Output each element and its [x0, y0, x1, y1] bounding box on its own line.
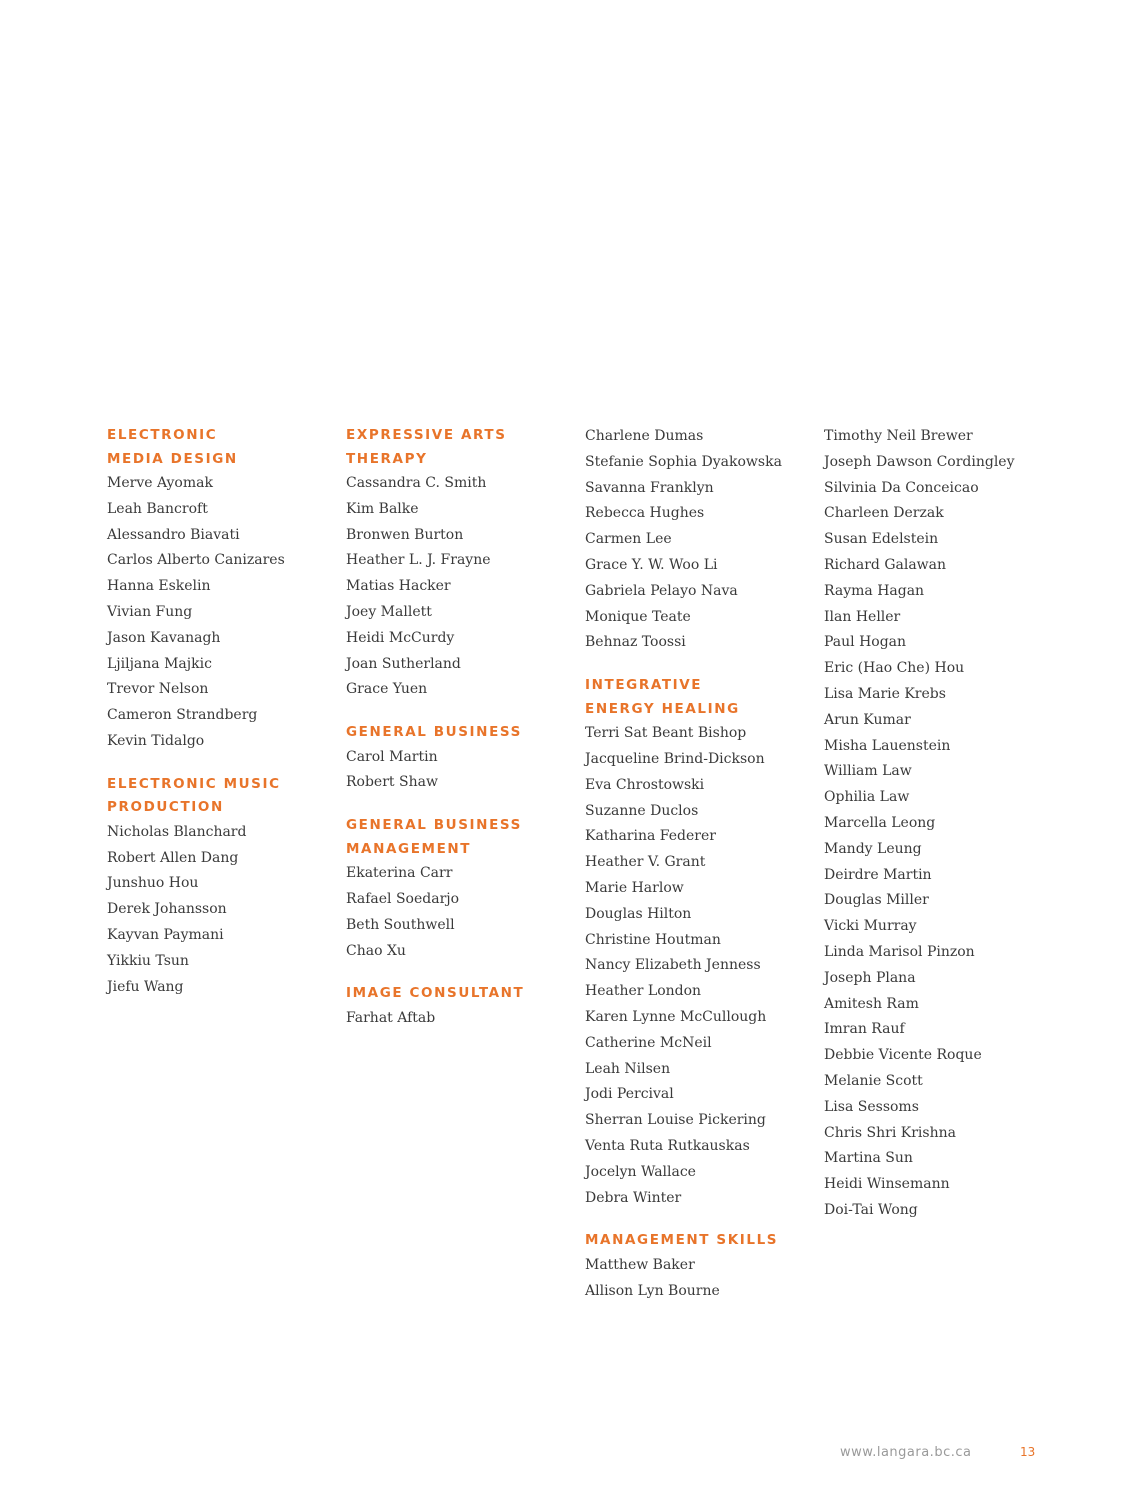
graduate-name: Grace Yuen — [346, 681, 428, 698]
graduate-name: Lisa Marie Krebs — [824, 685, 946, 702]
graduate-name: Imran Rauf — [824, 1021, 905, 1038]
graduate-name: Leah Bancroft — [107, 500, 208, 517]
graduate-name: Christine Houtman — [585, 931, 721, 948]
program-heading-line: INTEGRATIVE — [585, 677, 703, 694]
program-heading-line: THERAPY — [346, 450, 428, 467]
program-section — [585, 674, 815, 1211]
graduate-name: Stefanie Sophia Dyakowska — [585, 453, 782, 470]
graduate-name: Cassandra C. Smith — [346, 475, 487, 491]
graduate-name: Eva Chrostowski — [585, 776, 705, 793]
graduate-name: Doi-Tai Wong — [824, 1201, 918, 1218]
program-section — [107, 773, 337, 1001]
graduate-name: Joey Mallett — [346, 603, 432, 620]
program-section — [346, 814, 576, 964]
graduate-name: Charlene Dumas — [585, 428, 704, 444]
graduate-name: Ekaterina Carr — [346, 865, 453, 882]
graduate-name: Carmen Lee — [585, 531, 672, 548]
graduate-name: Marcella Leong — [824, 814, 936, 831]
graduate-name: Vicki Murray — [824, 918, 917, 935]
program-section — [346, 721, 576, 796]
program-heading-line: GENERAL BUSINESS — [346, 724, 522, 741]
graduate-name: Catherine McNeil — [585, 1034, 712, 1051]
graduate-name: Beth Southwell — [346, 916, 455, 933]
program-heading — [107, 773, 337, 820]
graduate-name: Paul Hogan — [824, 634, 907, 651]
program-heading — [107, 424, 337, 471]
graduate-name: Sherran Louise Pickering — [585, 1112, 766, 1129]
program-section — [585, 1229, 815, 1304]
graduate-name: Venta Ruta Rutkauskas — [585, 1137, 750, 1154]
graduate-name: Eric (Hao Che) Hou — [824, 660, 965, 677]
graduate-list — [107, 471, 337, 755]
graduate-name: Lisa Sessoms — [824, 1098, 919, 1115]
graduate-name: Matias Hacker — [346, 578, 451, 595]
graduate-name: Jiefu Wang — [107, 978, 184, 995]
graduate-name: Chao Xu — [346, 942, 406, 959]
graduate-name: Derek Johansson — [107, 901, 227, 918]
graduate-name: Monique Teate — [585, 608, 691, 625]
graduate-list — [585, 721, 815, 1211]
graduate-name: Nancy Elizabeth Jenness — [585, 957, 761, 974]
program-heading-line: MANAGEMENT SKILLS — [585, 1232, 779, 1249]
graduate-name: Martina Sun — [824, 1150, 913, 1167]
graduate-name: Alessandro Biavati — [107, 526, 240, 543]
graduate-name: Rebecca Hughes — [585, 505, 705, 522]
graduate-name: Chris Shri Krishna — [824, 1124, 956, 1141]
graduate-list — [107, 820, 337, 1001]
footer-url: www.langara.bc.ca — [840, 1445, 972, 1460]
graduate-name: Nicholas Blanchard — [107, 823, 247, 840]
column-1 — [107, 424, 337, 1018]
graduate-name: Mandy Leung — [824, 840, 922, 857]
graduate-name: Heather V. Grant — [585, 854, 706, 871]
graduate-name: Savanna Franklyn — [585, 479, 714, 496]
graduate-name: Joseph Plana — [824, 969, 916, 986]
graduate-list — [585, 1253, 815, 1305]
column-3 — [585, 424, 815, 1322]
graduate-name: Terri Sat Beant Bishop — [585, 725, 747, 742]
graduate-name: Amitesh Ram — [824, 995, 919, 1012]
graduate-name: Richard Galawan — [824, 556, 947, 573]
graduate-name: Hanna Eskelin — [107, 578, 211, 595]
graduate-name: Timothy Neil Brewer — [824, 428, 973, 444]
program-section — [346, 424, 576, 703]
program-heading-line: MEDIA DESIGN — [107, 450, 238, 467]
graduate-name: Robert Allen Dang — [107, 849, 239, 866]
program-heading-line: MANAGEMENT — [346, 840, 472, 857]
graduate-name: Deirdre Martin — [824, 866, 932, 883]
program-heading — [346, 721, 576, 745]
graduate-name: Kevin Tidalgo — [107, 732, 205, 749]
graduate-name: Heather London — [585, 983, 702, 1000]
program-section — [824, 424, 1054, 1224]
graduate-name: Kayvan Paymani — [107, 926, 224, 943]
graduate-name: Ljiljana Majkic — [107, 655, 212, 672]
graduate-name: Susan Edelstein — [824, 531, 939, 548]
graduate-name: Trevor Nelson — [107, 681, 209, 698]
graduate-name: Grace Y. W. Woo Li — [585, 556, 718, 573]
graduate-name: Arun Kumar — [824, 711, 911, 728]
graduate-name: Rayma Hagan — [824, 582, 925, 599]
graduate-name: Merve Ayomak — [107, 475, 213, 491]
graduate-list — [346, 1006, 576, 1032]
graduate-name: Heidi McCurdy — [346, 629, 455, 646]
graduate-name: Behnaz Toossi — [585, 634, 686, 651]
graduate-name: Jason Kavanagh — [107, 629, 221, 646]
graduate-name: Misha Lauenstein — [824, 737, 951, 754]
graduate-list — [824, 424, 1054, 1224]
graduate-name: Douglas Miller — [824, 892, 929, 909]
graduate-name: Heather L. J. Frayne — [346, 552, 491, 569]
program-heading-line: PRODUCTION — [107, 799, 224, 816]
graduate-name: William Law — [824, 763, 912, 780]
program-heading — [346, 424, 576, 471]
graduate-name: Ilan Heller — [824, 608, 901, 625]
graduate-list — [346, 861, 576, 964]
graduate-list — [585, 424, 815, 656]
graduate-name: Katharina Federer — [585, 828, 716, 845]
graduate-name: Jocelyn Wallace — [585, 1163, 696, 1180]
program-heading-line: ENERGY HEALING — [585, 700, 740, 717]
graduate-name: Junshuo Hou — [107, 875, 199, 892]
program-heading-line: ELECTRONIC — [107, 427, 218, 443]
graduate-name: Linda Marisol Pinzon — [824, 943, 975, 960]
graduate-name: Matthew Baker — [585, 1256, 695, 1273]
program-section — [107, 424, 337, 755]
program-heading-line: EXPRESSIVE ARTS — [346, 427, 507, 443]
graduate-list — [346, 745, 576, 797]
program-heading-line: GENERAL BUSINESS — [346, 817, 522, 834]
graduate-name: Robert Shaw — [346, 774, 438, 791]
program-heading — [346, 814, 576, 861]
graduate-name: Charleen Derzak — [824, 505, 944, 522]
graduate-name: Gabriela Pelayo Nava — [585, 582, 738, 599]
graduate-name: Farhat Aftab — [346, 1009, 436, 1026]
graduate-name: Leah Nilsen — [585, 1060, 671, 1077]
graduate-name: Karen Lynne McCullough — [585, 1008, 767, 1025]
column-2 — [346, 424, 576, 1050]
program-section — [585, 424, 815, 656]
graduate-name: Melanie Scott — [824, 1072, 923, 1089]
graduate-name: Rafael Soedarjo — [346, 891, 460, 908]
graduate-name: Suzanne Duclos — [585, 802, 699, 819]
column-4 — [824, 424, 1054, 1242]
graduate-name: Kim Balke — [346, 500, 419, 517]
graduate-name: Cameron Strandberg — [107, 707, 258, 724]
graduate-name: Debbie Vicente Roque — [824, 1047, 982, 1064]
graduate-name: Silvinia Da Conceicao — [824, 479, 979, 496]
program-section — [346, 982, 576, 1031]
graduate-list — [346, 471, 576, 703]
program-heading — [585, 1229, 815, 1253]
graduate-name: Carol Martin — [346, 748, 438, 765]
graduate-name: Yikkiu Tsun — [107, 952, 189, 969]
program-heading-line: ELECTRONIC MUSIC — [107, 775, 281, 792]
graduate-name: Vivian Fung — [107, 603, 193, 620]
page-number: 13 — [1020, 1445, 1036, 1459]
graduate-name: Marie Harlow — [585, 879, 684, 896]
graduate-name: Jacqueline Brind-Dickson — [585, 750, 765, 767]
graduate-name: Joan Sutherland — [346, 655, 461, 672]
graduate-name: Jodi Percival — [585, 1086, 674, 1103]
program-heading-line: IMAGE CONSULTANT — [346, 985, 525, 1002]
program-heading — [346, 982, 576, 1006]
graduate-name: Ophilia Law — [824, 789, 910, 806]
graduate-name: Carlos Alberto Canizares — [107, 552, 285, 569]
graduate-name: Douglas Hilton — [585, 905, 692, 922]
graduate-name: Joseph Dawson Cordingley — [824, 453, 1015, 470]
program-heading — [585, 674, 815, 721]
graduate-name: Debra Winter — [585, 1189, 682, 1206]
graduate-name: Bronwen Burton — [346, 526, 464, 543]
graduate-name: Heidi Winsemann — [824, 1176, 950, 1193]
graduate-name: Allison Lyn Bourne — [585, 1282, 720, 1299]
